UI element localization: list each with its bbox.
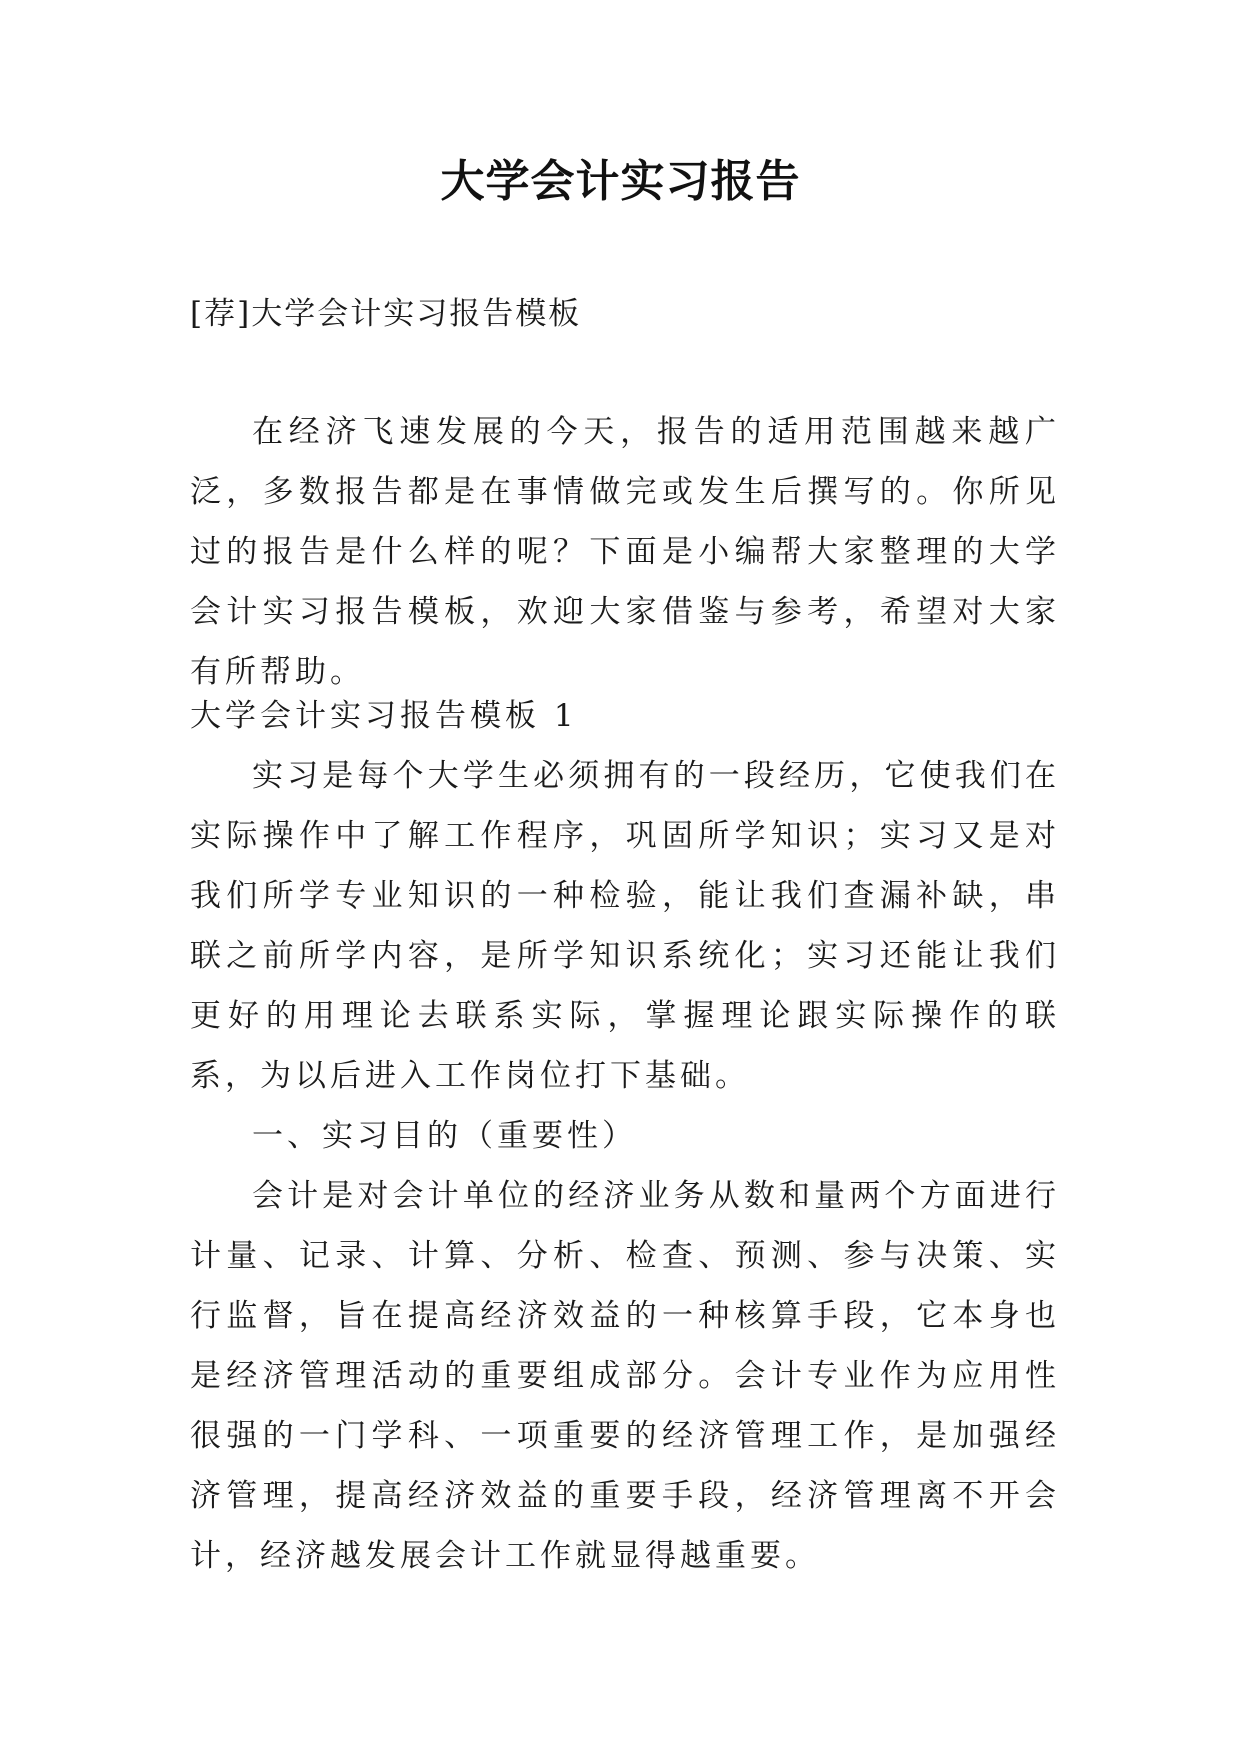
section-1-heading: 大学会计实习报告模板 1	[190, 698, 578, 734]
section-1-paragraph-2: 会计是对会计单位的经济业务从数和量两个方面进行计量、记录、计算、分析、检查、预测、参与决策、实行监督，旨在提高经济效益的一种核算手段，它本身也是经济管理活动的重要组成部分。会计专业作为应用性很强的一门学科、一项重要的经济管理工作，是加强经济管理，提高经济效益的重要手段，经济管理离不开会计，经济越发展会计工作就显得越重要。	[190, 1178, 1060, 1574]
intro-paragraph: 在经济飞速发展的今天，报告的适用范围越来越广泛，多数报告都是在事情做完或发生后撰写的。你所见过的报告是什么样的呢？下面是小编帮大家整理的大学会计实习报告模板，欢迎大家借鉴与参考，希望对大家有所帮助。	[190, 414, 1060, 690]
intro-section	[190, 402, 1060, 702]
document-title: 大学会计实习报告	[440, 156, 801, 207]
section-1	[190, 686, 1060, 1586]
section-1-paragraph-1: 实习是每个大学生必须拥有的一段经历，它使我们在实际操作中了解工作程序，巩固所学知识；实习又是对我们所学专业知识的一种检验，能让我们查漏补缺，串联之前所学内容，是所学知识系统化；实习还能让我们更好的用理论去联系实际，掌握理论跟实际操作的联系，为以后进入工作岗位打下基础。	[190, 758, 1060, 1094]
section-1-subheading: 一、实习目的（重要性）	[252, 1118, 637, 1154]
document-subtitle: [荐]大学会计实习报告模板	[190, 296, 582, 332]
